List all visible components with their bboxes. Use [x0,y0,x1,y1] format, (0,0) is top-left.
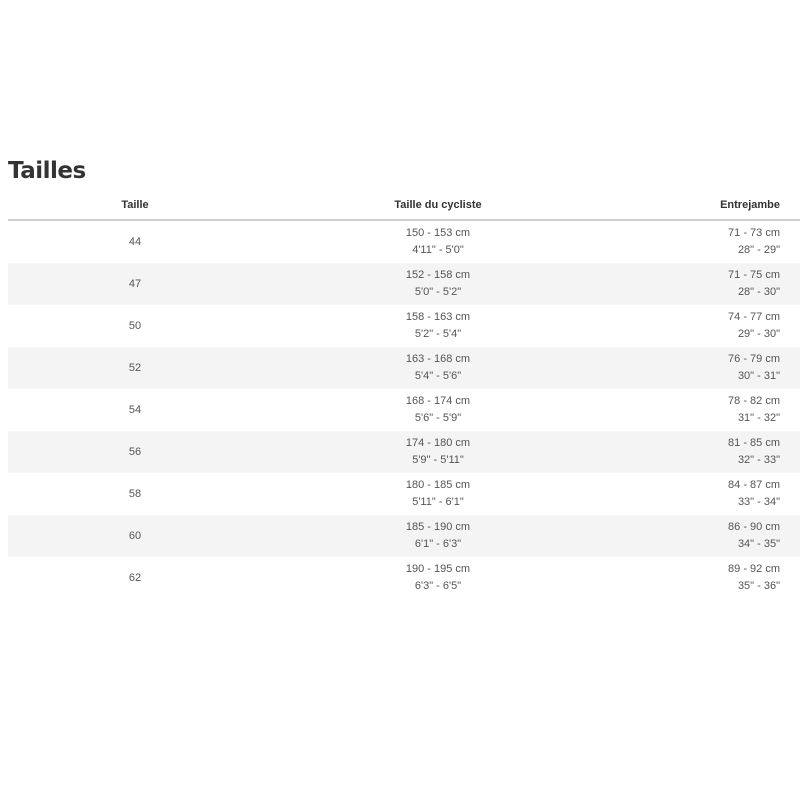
header-entrejambe: Entrejambe [614,191,800,220]
entrejambe-cm: 78 - 82 cm [728,395,780,407]
entrejambe-cm: 71 - 75 cm [728,269,780,281]
cell-taille-cycliste [262,220,614,263]
section-title: Tailles [8,158,86,184]
cycliste-inches: 6'3" - 6'5" [414,580,462,592]
table-row [8,389,800,431]
cell-entrejambe [614,389,800,431]
cell-taille: 47 [8,263,262,305]
cycliste-cm: 168 - 174 cm [405,395,471,407]
cell-taille-cycliste [262,263,614,305]
cell-taille-cycliste [262,557,614,599]
entrejambe-cm: 84 - 87 cm [728,479,780,491]
cell-entrejambe [614,557,800,599]
entrejambe-inches: 33" - 34" [737,496,780,508]
entrejambe-cm: 81 - 85 cm [728,437,780,449]
table-row [8,473,800,515]
table-header-row [8,191,800,220]
cell-entrejambe [614,263,800,305]
cell-taille-cycliste [262,347,614,389]
cell-taille: 56 [8,431,262,473]
cell-taille: 62 [128,571,142,584]
entrejambe-cm: 71 - 73 cm [728,227,780,239]
entrejambe-inches: 28" - 29" [737,244,780,256]
cycliste-cm: 150 - 153 cm [405,227,471,239]
cycliste-inches: 5'4" - 5'6" [414,370,462,382]
entrejambe-inches: 32" - 33" [737,454,780,466]
cell-taille-cycliste [262,305,614,347]
entrejambe-cm: 74 - 77 cm [728,311,780,323]
cycliste-cm: 180 - 185 cm [405,479,471,491]
cycliste-cm: 158 - 163 cm [405,311,471,323]
table-row [8,557,800,599]
cell-taille: 60 [8,515,262,557]
cell-taille-cycliste [262,473,614,515]
table-row [8,263,800,305]
cell-entrejambe [614,347,800,389]
header-taille-cycliste: Taille du cycliste [262,191,614,220]
table-body [8,220,800,599]
entrejambe-inches: 30" - 31" [737,370,780,382]
cell-taille-cycliste [262,431,614,473]
cycliste-inches: 5'2" - 5'4" [414,328,462,340]
cell-entrejambe [614,515,800,557]
cycliste-cm: 190 - 195 cm [405,563,471,575]
table-row [8,431,800,473]
table-row [8,305,800,347]
cycliste-inches: 6'1" - 6'3" [414,538,462,550]
cycliste-inches: 4'11" - 5'0" [412,244,464,256]
table-row [8,347,800,389]
size-chart-section [8,153,800,599]
cell-entrejambe [614,431,800,473]
header-taille: Taille [8,191,262,220]
cycliste-cm: 174 - 180 cm [405,437,471,449]
entrejambe-cm: 89 - 92 cm [728,563,780,575]
cycliste-inches: 5'9" - 5'11" [412,454,464,466]
size-table [8,191,800,599]
cell-entrejambe [614,305,800,347]
cell-entrejambe [614,220,800,263]
table-row [8,220,800,263]
cycliste-cm: 185 - 190 cm [405,521,471,533]
cell-taille-cycliste [262,389,614,431]
table-row [8,515,800,557]
cell-taille: 58 [128,487,142,500]
cycliste-cm: 163 - 168 cm [405,353,471,365]
entrejambe-inches: 34" - 35" [737,538,780,550]
entrejambe-cm: 86 - 90 cm [728,521,780,533]
cell-taille-cycliste [262,515,614,557]
entrejambe-inches: 31" - 32" [737,412,780,424]
cell-taille: 44 [128,235,142,248]
entrejambe-inches: 29" - 30" [737,328,780,340]
cell-taille: 50 [128,319,142,332]
cycliste-inches: 5'6" - 5'9" [414,412,462,424]
cell-entrejambe [614,473,800,515]
entrejambe-cm: 76 - 79 cm [728,353,780,365]
cycliste-inches: 5'11" - 6'1" [412,496,464,508]
cycliste-inches: 5'0" - 5'2" [414,286,462,298]
entrejambe-inches: 35" - 36" [737,580,780,592]
cell-taille: 52 [8,347,262,389]
cell-taille: 54 [128,403,142,416]
entrejambe-inches: 28" - 30" [737,286,780,298]
cycliste-cm: 152 - 158 cm [405,269,471,281]
